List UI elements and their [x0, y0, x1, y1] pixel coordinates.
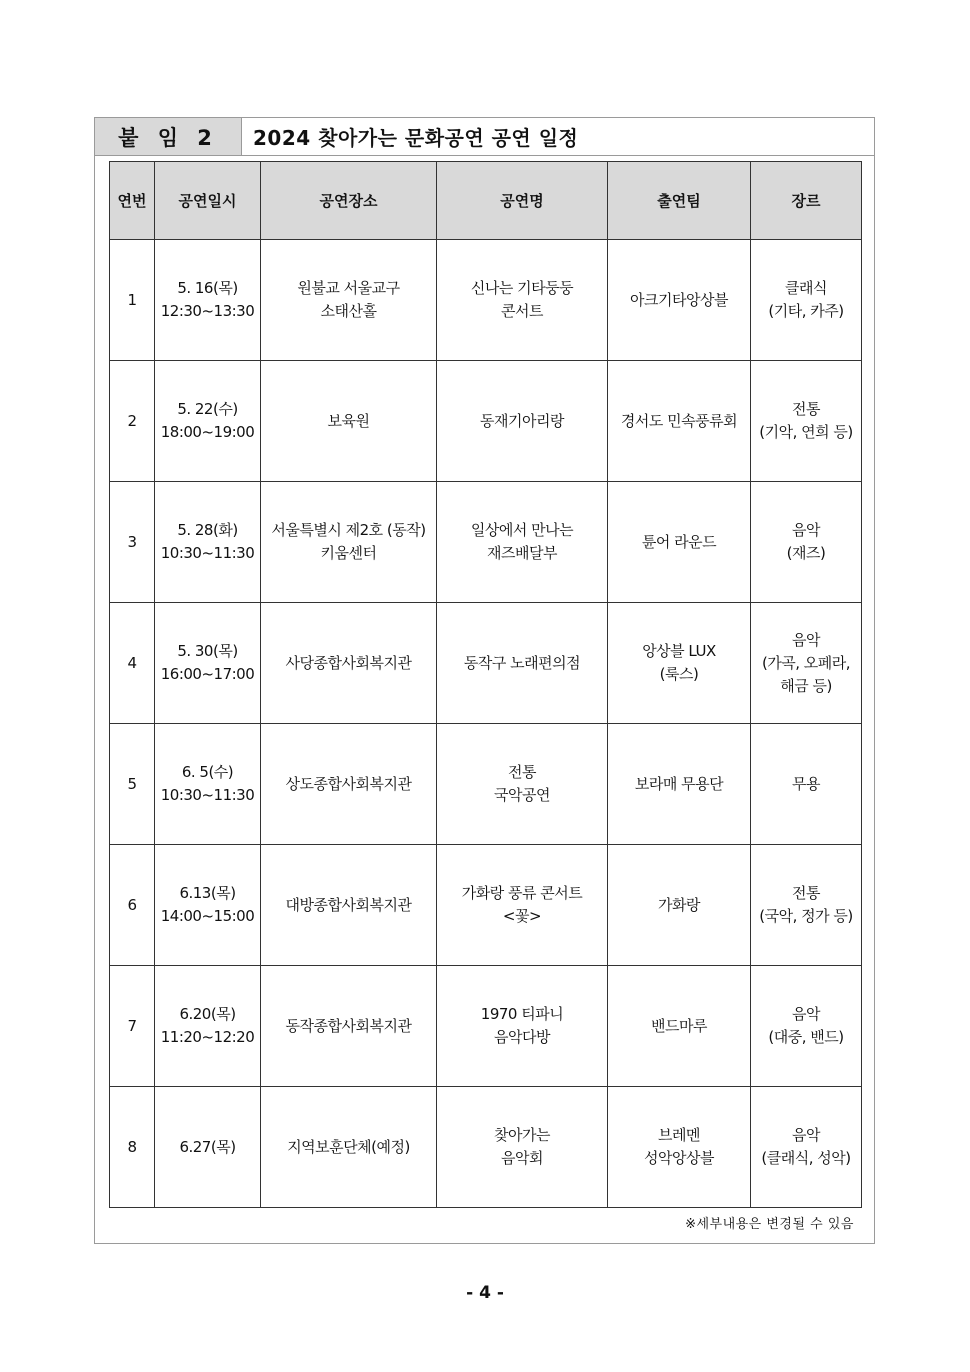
column-header-datetime: 공연일시: [155, 162, 261, 240]
title-cell: [437, 845, 608, 966]
genre-line: (국악, 정가 등): [759, 907, 853, 925]
genre-line: (클래식, 성악): [761, 1149, 851, 1167]
performance-date: 6.20(목): [179, 1005, 236, 1023]
performance-time: 16:00~17:00: [160, 665, 255, 683]
genre-line: (재즈): [786, 544, 826, 562]
venue-line: 대방종합사회복지관: [285, 895, 412, 914]
table-row: [110, 240, 862, 361]
row-number: 3: [127, 532, 137, 551]
performance-time: 10:30~11:30: [160, 544, 255, 562]
performance-date: 6.27(목): [179, 1137, 236, 1156]
performance-time: 10:30~11:30: [160, 786, 255, 804]
team-cell: [608, 603, 751, 724]
page-number: - 4 -: [466, 1283, 504, 1303]
title-cell: [437, 240, 608, 361]
title-cell: [437, 966, 608, 1087]
team-line: 브레멘: [658, 1126, 700, 1144]
title-line: <꽃>: [502, 907, 542, 925]
table-row: [110, 603, 862, 724]
venue-line: 동작종합사회복지관: [285, 1016, 412, 1035]
row-number: 5: [127, 774, 137, 793]
performance-date: 6.13(목): [179, 884, 236, 902]
venue-line: 상도종합사회복지관: [285, 774, 412, 793]
row-number-cell: [110, 603, 155, 724]
attachment-header: [95, 118, 874, 156]
row-number: 7: [127, 1016, 137, 1035]
team-cell: [608, 1087, 751, 1208]
column-header-title: 공연명: [437, 162, 608, 240]
datetime-cell: [155, 482, 261, 603]
title-cell: [437, 1087, 608, 1208]
genre-cell: [751, 482, 862, 603]
title-line: 국악공연: [494, 786, 550, 804]
table-row: [110, 724, 862, 845]
performance-time: 12:30~13:30: [160, 302, 255, 320]
attachment-label: 붙 임 2: [95, 118, 242, 155]
team-line: 밴드마루: [651, 1016, 707, 1035]
row-number-cell: [110, 966, 155, 1087]
row-number: 1: [127, 290, 137, 309]
table-row: [110, 966, 862, 1087]
title-line: 찾아가는: [494, 1126, 550, 1144]
team-line: 가화랑: [658, 895, 700, 914]
genre-cell: [751, 1087, 862, 1208]
title-line: 전통: [508, 763, 536, 781]
venue-cell: [261, 603, 437, 724]
datetime-cell: [155, 845, 261, 966]
team-cell: [608, 724, 751, 845]
title-line: 음악다방: [494, 1028, 550, 1046]
genre-line: 음악: [792, 630, 820, 649]
title-line: 음악회: [501, 1149, 543, 1167]
performance-time: 18:00~19:00: [160, 423, 255, 441]
genre-line: (대중, 밴드): [768, 1028, 844, 1046]
genre-line: (가곡, 오페라,: [761, 653, 851, 672]
title-line: 동작구 노래편의점: [463, 653, 581, 672]
datetime-cell: [155, 724, 261, 845]
datetime-cell: [155, 361, 261, 482]
datetime-cell: [155, 966, 261, 1087]
table-row: [110, 1087, 862, 1208]
venue-line: 소태산홀: [320, 302, 377, 320]
team-cell: [608, 240, 751, 361]
row-number-cell: [110, 845, 155, 966]
datetime-cell: [155, 1087, 261, 1208]
genre-cell: [751, 603, 862, 724]
team-cell: [608, 361, 751, 482]
venue-cell: [261, 361, 437, 482]
row-number-cell: [110, 361, 155, 482]
row-number: 8: [127, 1137, 137, 1156]
genre-line: 클래식: [785, 279, 827, 297]
row-number-cell: [110, 1087, 155, 1208]
team-cell: [608, 966, 751, 1087]
venue-line: 원불교 서울교구: [297, 279, 400, 297]
column-header-genre: 장르: [751, 162, 862, 240]
genre-line: 음악: [792, 521, 820, 539]
column-header-team: 출연팀: [608, 162, 751, 240]
genre-line: 음악: [792, 1005, 820, 1023]
genre-cell: [751, 845, 862, 966]
row-number-cell: [110, 724, 155, 845]
genre-line: (기타, 카주): [768, 302, 844, 320]
venue-line: 지역보훈단체(예정): [287, 1137, 410, 1156]
venue-cell: [261, 845, 437, 966]
performance-date: 5. 30(목): [177, 642, 238, 660]
venue-line: 키움센터: [320, 544, 377, 562]
venue-cell: [261, 240, 437, 361]
genre-cell: [751, 966, 862, 1087]
team-line: 성악앙상블: [644, 1149, 714, 1167]
performance-date: 6. 5(수): [181, 763, 234, 781]
team-line: (룩스): [659, 665, 699, 683]
genre-line: (기악, 연희 등): [759, 423, 853, 441]
title-cell: [437, 724, 608, 845]
row-number-cell: [110, 240, 155, 361]
genre-line: 전통: [792, 884, 820, 902]
performance-time: 11:20~12:20: [160, 1028, 255, 1046]
column-header-no: 연번: [110, 162, 155, 240]
title-cell: [437, 482, 608, 603]
genre-cell: [751, 724, 862, 845]
performance-time: 14:00~15:00: [160, 907, 255, 925]
document-title: 2024 찾아가는 문화공연 공연 일정: [253, 126, 579, 150]
title-line: 가화랑 풍류 콘서트: [461, 884, 583, 902]
team-line: 아크기타앙상블: [630, 290, 728, 309]
genre-line: 음악: [792, 1126, 820, 1144]
datetime-cell: [155, 603, 261, 724]
performance-date: 5. 16(목): [177, 279, 238, 297]
row-number-cell: [110, 482, 155, 603]
datetime-cell: [155, 240, 261, 361]
table-row: [110, 845, 862, 966]
venue-line: 서울특별시 제2호 (동작): [271, 521, 426, 539]
title-line: 1970 티파니: [480, 1005, 564, 1023]
team-cell: [608, 482, 751, 603]
title-line: 콘서트: [501, 302, 543, 320]
table-row: [110, 361, 862, 482]
venue-cell: [261, 1087, 437, 1208]
venue-cell: [261, 482, 437, 603]
genre-line: 무용: [792, 774, 820, 793]
venue-line: 사당종합사회복지관: [285, 653, 412, 672]
row-number: 4: [127, 653, 137, 672]
title-cell: [437, 361, 608, 482]
genre-cell: [751, 240, 862, 361]
team-line: 경서도 민속풍류회: [620, 411, 738, 430]
performance-date: 5. 28(화): [177, 521, 238, 539]
title-line: 일상에서 만나는: [470, 521, 574, 539]
venue-cell: [261, 724, 437, 845]
genre-line: 해금 등): [780, 676, 832, 695]
team-line: 보라매 무용단: [634, 774, 724, 793]
team-line: 앙상블 LUX: [642, 642, 716, 660]
performance-schedule-table: [109, 161, 862, 1208]
genre-cell: [751, 361, 862, 482]
row-number: 2: [127, 411, 137, 430]
genre-line: 전통: [792, 400, 820, 418]
title-line: 동재기아리랑: [480, 411, 564, 430]
column-header-venue: 공연장소: [261, 162, 437, 240]
venue-line: 보육원: [327, 411, 370, 430]
title-line: 재즈배달부: [487, 544, 557, 562]
venue-cell: [261, 966, 437, 1087]
team-line: 튠어 라운드: [641, 532, 717, 551]
team-cell: [608, 845, 751, 966]
table-row: [110, 482, 862, 603]
title-cell: [437, 603, 608, 724]
performance-date: 5. 22(수): [177, 400, 238, 418]
change-notice: ※세부내용은 변경될 수 있음: [685, 1217, 854, 1232]
row-number: 6: [127, 895, 137, 914]
title-line: 신나는 기타둥둥: [470, 279, 574, 297]
table-header-row: [110, 162, 862, 240]
